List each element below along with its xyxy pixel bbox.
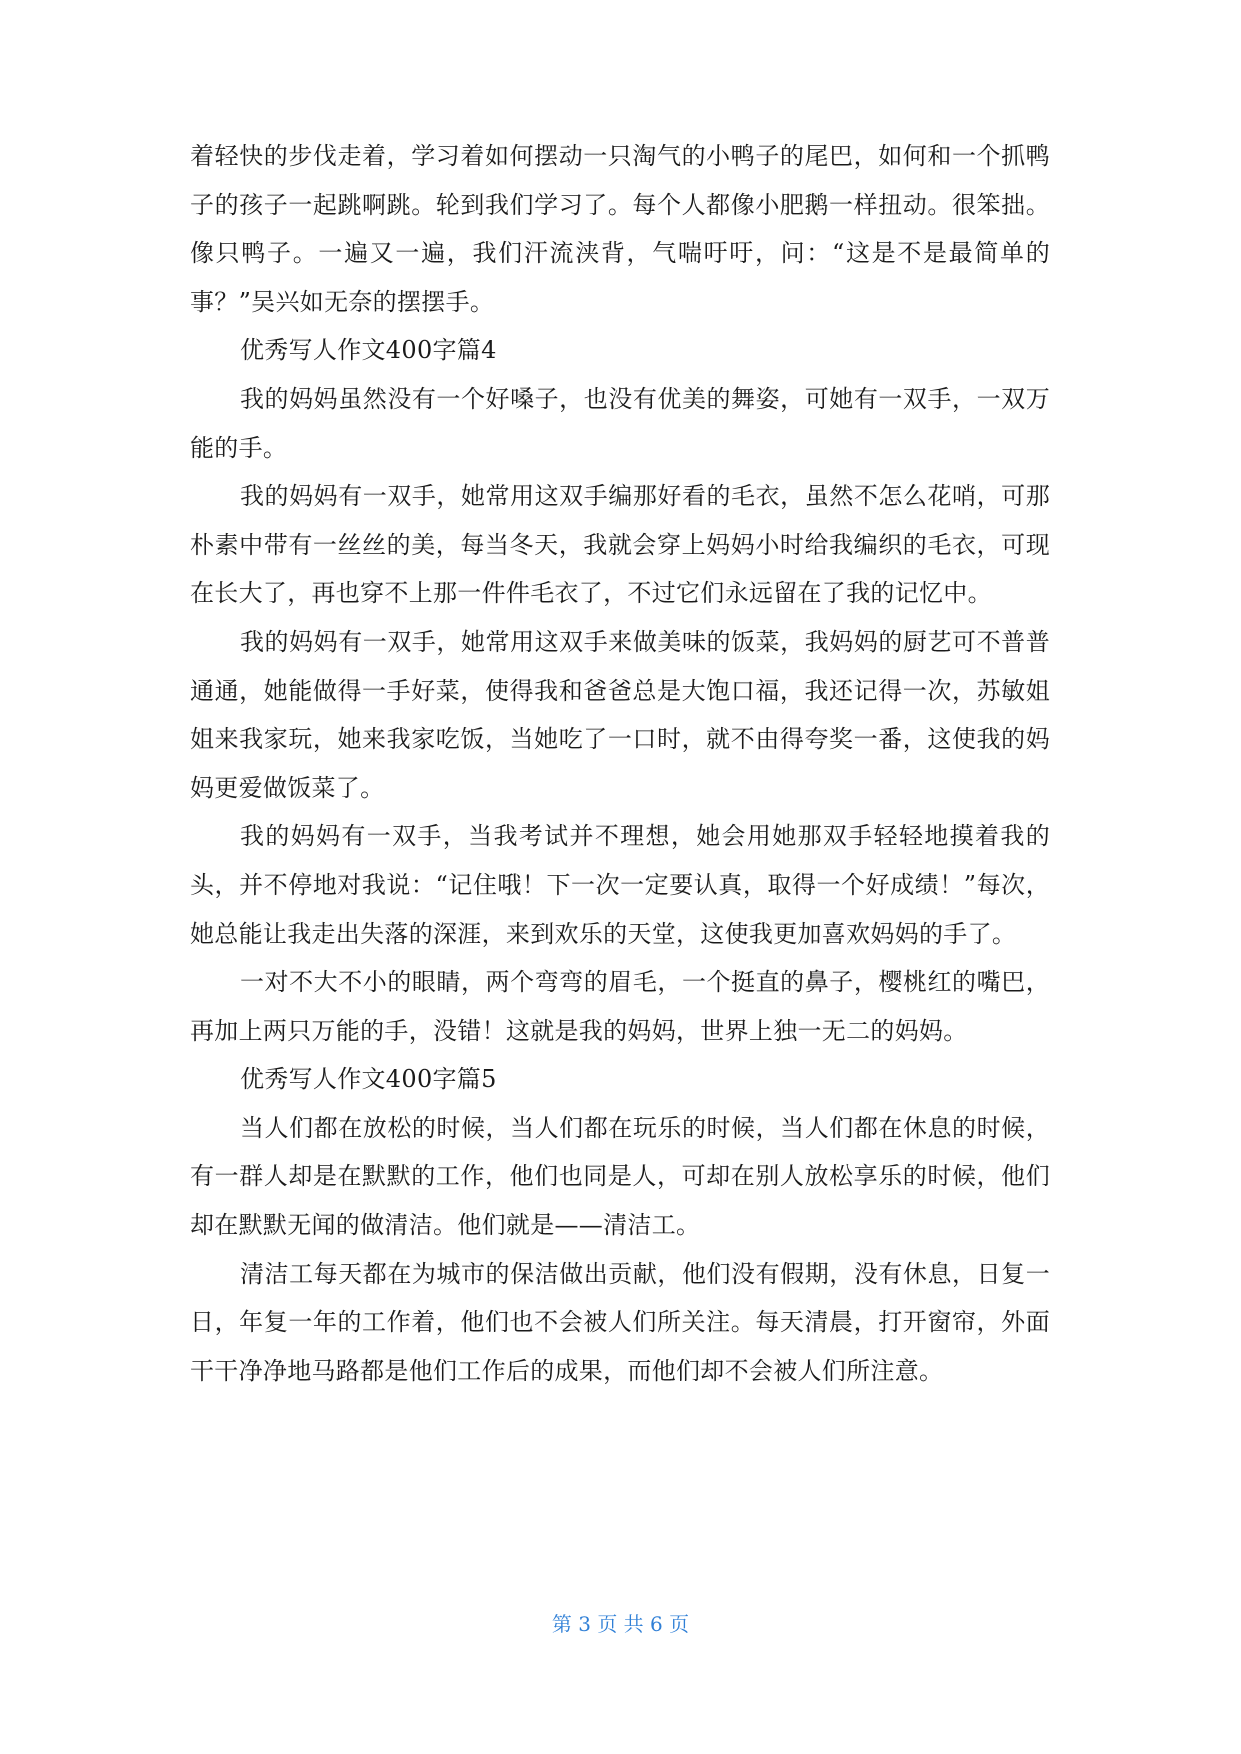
section-heading-5: 优秀写人作文400字篇5 [240, 1065, 497, 1094]
page-number-footer: 第 3 页 共 6 页 [551, 1612, 690, 1636]
section-heading-4: 优秀写人作文400字篇4 [240, 336, 497, 365]
paragraph-continuation: 着轻快的步伐走着，学习着如何摆动一只淘气的小鸭子的尾巴，如何和一个抓鸭子的孩子一起跳啊跳。轮到我们学习了。每个人都像小肥鹅一样扭动。很笨拙。像只鸭子。一遍又一遍，我们汗流浃背，气喘吁吁，问：“这是不是最简单的事？”吴兴如无奈的摆摆手。 [190, 142, 1050, 316]
paragraph: 我的妈妈有一双手，她常用这双手来做美味的饭菜，我妈妈的厨艺可不普普通通，她能做得一手好菜，使得我和爸爸总是大饱口福，我还记得一次，苏敏姐姐来我家玩，她来我家吃饭，当她吃了一口时，就不由得夸奖一番，这使我的妈妈更爱做饭菜了。 [190, 627, 1050, 802]
paragraph: 我的妈妈有一双手，当我考试并不理想，她会用她那双手轻轻地摸着我的头，并不停地对我说：“记住哦！下一次一定要认真，取得一个好成绩！”每次，她总能让我走出失落的深涯，来到欢乐的天堂，这使我更加喜欢妈妈的手了。 [190, 822, 1050, 948]
paragraph: 我的妈妈有一双手，她常用这双手编那好看的毛衣，虽然不怎么花哨，可那朴素中带有一丝丝的美，每当冬天，我就会穿上妈妈小时给我编织的毛衣，可现在长大了，再也穿不上那一件件毛衣了，不过它们永远留在了我的记忆中。 [190, 482, 1050, 608]
paragraph: 清洁工每天都在为城市的保洁做出贡献，他们没有假期，没有休息，日复一日，年复一年的工作着，他们也不会被人们所关注。每天清晨，打开窗帘，外面干干净净地马路都是他们工作后的成果，而他们却不会被人们所注意。 [190, 1259, 1050, 1385]
paragraph: 一对不大不小的眼睛，两个弯弯的眉毛，一个挺直的鼻子，樱桃红的嘴巴，再加上两只万能的手，没错！这就是我的妈妈，世界上独一无二的妈妈。 [190, 968, 1050, 1045]
paragraph: 当人们都在放松的时候，当人们都在玩乐的时候，当人们都在休息的时候，有一群人却是在默默的工作，他们也同是人，可却在别人放松享乐的时候，他们却在默默无闻的做清洁。他们就是——清洁工。 [190, 1113, 1050, 1240]
paragraph: 我的妈妈虽然没有一个好嗓子，也没有优美的舞姿，可她有一双手，一双万能的手。 [190, 384, 1050, 462]
document-body [190, 132, 1050, 1395]
